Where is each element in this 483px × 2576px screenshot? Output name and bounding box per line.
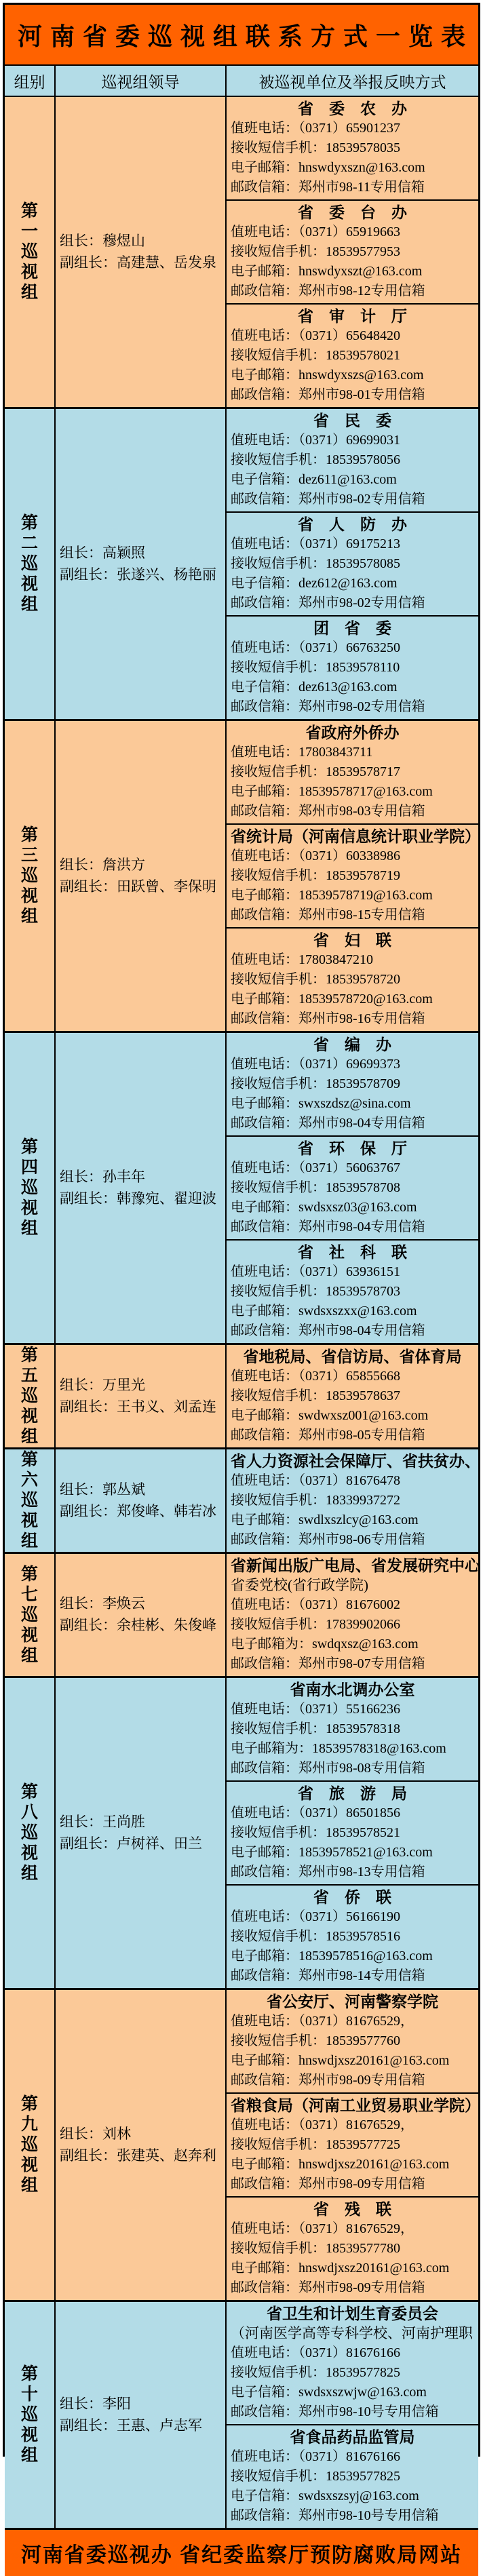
group-number-char: 一 (20, 222, 38, 241)
group-leaders-cell (56, 1554, 227, 1676)
group-number-char: 视 (20, 1843, 38, 1862)
group-number-vertical-label (21, 827, 38, 925)
sms-phone-line: 接收短信手机：18539578035 (231, 140, 400, 155)
email-line: 电子邮箱：hnswdjxsz20161@163.com (231, 2157, 450, 2172)
group-deputy-leaders: 副组长：郑俊峰、韩若冰 (60, 1503, 216, 1519)
sms-phone-line: 接收短信手机：18539578516 (231, 1929, 400, 1944)
unit-block (227, 97, 478, 199)
group-units-cell (227, 1990, 478, 2300)
group-units-cell (227, 1554, 478, 1676)
group-deputy-leaders: 副组长：韩豫宛、翟迎波 (60, 1190, 216, 1207)
group-number-char: 巡 (20, 866, 38, 885)
unit-title: 省 残 联 (313, 2201, 391, 2218)
group-number-cell (5, 1678, 56, 1988)
sms-phone-line: 接收短信手机：18539577825 (231, 2365, 400, 2380)
group-units-cell (227, 1345, 478, 1447)
unit-block (227, 1780, 478, 1884)
group-number-char: 视 (20, 2155, 38, 2174)
contact-table (3, 3, 480, 2567)
email-line: 电子邮箱：18539578516@163.com (231, 1949, 433, 1964)
duty-phone-line: 值班电话：（0371）66763250 (231, 640, 400, 655)
postal-box-line: 邮政信箱：郑州市98-16专用信箱 (231, 1011, 425, 1026)
group-number-char: 视 (20, 886, 38, 905)
group-leaders-cell (56, 1345, 227, 1447)
unit-block (227, 2424, 478, 2528)
group-number-cell (5, 1990, 56, 2300)
group-units-cell (227, 1033, 478, 1343)
table-header-row (5, 64, 478, 97)
group-number-char: 第 (20, 201, 38, 220)
unit-title: 省公安厅、河南警察学院 (267, 1993, 438, 2010)
group-deputy-leaders: 副组长：王惠、卢志军 (60, 2417, 202, 2434)
group-deputy-leaders: 副组长：张遂兴、杨艳丽 (60, 566, 216, 583)
page-title: 河南省委巡视组联系方式一览表 (17, 22, 474, 50)
postal-box-line: 邮政信箱：郑州市98-04专用信箱 (231, 1116, 425, 1131)
duty-phone-line: 值班电话：（0371）60338986 (231, 848, 400, 863)
group-number-char: 六 (20, 1470, 38, 1489)
group-number-char: 第 (20, 2094, 38, 2113)
group-number-cell (5, 1449, 56, 1552)
email-line: 电子邮箱：hnswdyxszn@163.com (231, 160, 425, 175)
postal-box-line: 邮政信箱：郑州市98-02专用信箱 (231, 596, 425, 610)
group-number-char: 巡 (20, 2405, 38, 2424)
unit-title: 省粮食局（河南工业贸易职业学院） (231, 2097, 480, 2114)
postal-box-line: 邮政信箱：郑州市98-04专用信箱 (231, 1219, 425, 1234)
group-leaders-cell (56, 721, 227, 1031)
unit-title: 省 旅 游 局 (298, 1785, 407, 1802)
group-number-char: 七 (20, 1584, 38, 1604)
unit-block (227, 409, 478, 511)
unit-block (227, 2092, 478, 2196)
duty-phone-line: 值班电话：17803843711 (231, 745, 373, 760)
email-line: 电子邮箱：swdwxsz001@163.com (231, 1408, 429, 1423)
group-deputy-leaders: 副组长：高建慧、岳发泉 (60, 254, 216, 271)
table-body (5, 97, 478, 2528)
group-number-char: 视 (20, 262, 38, 281)
unit-title: 省新闻出版广电局、省发展研究中心 (231, 1557, 480, 1574)
duty-phone-line: 值班电话：（0371）55166236 (231, 1702, 400, 1717)
postal-box-line: 邮政信箱：郑州市98-09专用信箱 (231, 2177, 425, 2191)
sms-phone-line: 接收短信手机：18539578703 (231, 1284, 400, 1299)
group-number-char: 第 (20, 825, 38, 844)
sms-phone-line: 接收短信手机：18539578637 (231, 1388, 400, 1403)
unit-block (227, 511, 478, 615)
email-line: 电子信箱：dez612@163.com (231, 576, 398, 591)
duty-phone-line: 值班电话：（0371）81676002 (231, 1597, 400, 1612)
group-leader-name: 组长：万里光 (60, 1377, 145, 1393)
sms-phone-line: 接收短信手机：18539578110 (231, 660, 400, 675)
group-row-5 (5, 1343, 478, 1447)
group-leaders-cell (56, 1990, 227, 2300)
unit-title: 省 妇 联 (313, 932, 391, 949)
email-line: 电子邮箱：18539578719@163.com (231, 888, 433, 903)
postal-box-line: 邮政信箱：郑州市98-01专用信箱 (231, 387, 425, 402)
postal-box-line: 邮政信箱：郑州市98-07专用信箱 (231, 1656, 425, 1671)
unit-block (227, 823, 478, 927)
sms-phone-line: 接收短信手机：18539578717 (231, 764, 400, 779)
unit-block (227, 1678, 478, 1780)
sms-phone-line: 接收短信手机：18539578720 (231, 972, 400, 987)
group-number-vertical-label (21, 2366, 38, 2464)
group-number-char: 组 (20, 1864, 38, 1883)
unit-title: 省政府外侨办 (305, 724, 400, 741)
group-row-10 (5, 2300, 478, 2528)
postal-box-line: 邮政信箱：郑州市98-02专用信箱 (231, 492, 425, 507)
group-number-char: 十 (20, 2385, 38, 2404)
group-number-char: 巡 (20, 1823, 38, 1842)
group-number-cell (5, 1345, 56, 1447)
group-number-vertical-label (21, 203, 38, 301)
email-line: 电子信箱：swdsxszwjw@163.com (231, 2385, 427, 2400)
group-deputy-leaders: 副组长：王书义、刘孟连 (60, 1399, 216, 1415)
group-row-6 (5, 1447, 478, 1552)
postal-box-line: 邮政信箱：郑州市98-14专用信箱 (231, 1968, 425, 1983)
group-leader-name: 组长：王尚胜 (60, 1814, 145, 1830)
unit-title: 省统计局（河南信息统计职业学院） (231, 828, 480, 845)
group-number-char: 组 (20, 1645, 38, 1665)
group-row-1 (5, 97, 478, 407)
group-number-char: 视 (20, 1198, 38, 1217)
postal-box-line: 邮政信箱：郑州市98-04专用信箱 (231, 1323, 425, 1338)
group-number-char: 巡 (20, 1605, 38, 1624)
duty-phone-line: 值班电话：（0371）81676529， (231, 2014, 414, 2029)
group-deputy-leaders: 副组长：张建英、赵奔利 (60, 2147, 216, 2164)
sms-phone-line: 接收短信手机：18539578021 (231, 348, 400, 363)
unit-block (227, 1033, 478, 1135)
postal-box-line: 邮政信箱：郑州市98-09专用信箱 (231, 2280, 425, 2295)
unit-title: 团 省 委 (313, 620, 391, 637)
unit-block (227, 1135, 478, 1239)
sms-phone-line: 接收短信手机：18539578521 (231, 1825, 400, 1840)
unit-title-continued: （河南医学高等专科学校、河南护理职 (231, 2325, 473, 2341)
group-number-vertical-label (21, 1139, 38, 1237)
unit-block (227, 1554, 478, 1676)
postal-box-line: 邮政信箱：郑州市98-15专用信箱 (231, 908, 425, 922)
group-leader-name: 组长：李阳 (60, 2396, 131, 2412)
group-number-cell (5, 721, 56, 1031)
duty-phone-line: 值班电话：17803847210 (231, 952, 373, 967)
group-number-char: 组 (20, 1531, 38, 1550)
sms-phone-line: 接收短信手机：18539578719 (231, 868, 400, 883)
postal-box-line: 邮政信箱：郑州市98-09专用信箱 (231, 2073, 425, 2088)
unit-title: 省地税局、省信访局、省体育局 (243, 1348, 462, 1365)
duty-phone-line: 值班电话：（0371）81676529， (231, 2221, 414, 2236)
email-line: 电子邮箱：hnswdyxszs@163.com (231, 368, 424, 383)
duty-phone-line: 值班电话：（0371）63936151 (231, 1264, 400, 1279)
group-row-7 (5, 1552, 478, 1676)
group-row-4 (5, 1031, 478, 1343)
unit-title: 省 编 办 (313, 1036, 391, 1053)
email-line: 电子信箱：dez611@163.com (231, 472, 397, 487)
unit-block (227, 199, 478, 303)
unit-title-continued: 省委党校(省行政学院) (231, 1577, 368, 1593)
email-line: 电子邮箱：18539578521@163.com (231, 1845, 433, 1860)
unit-title: 省南水北调办公室 (290, 1681, 415, 1698)
duty-phone-line: 值班电话：（0371）65919663 (231, 225, 400, 239)
duty-phone-line: 值班电话：（0371）81676166 (231, 2449, 400, 2464)
sms-phone-line: 接收短信手机：17839902066 (231, 1617, 400, 1632)
group-leaders-cell (56, 1033, 227, 1343)
group-number-vertical-label (21, 1784, 38, 1882)
group-leader-name: 组长：李焕云 (60, 1596, 145, 1612)
duty-phone-line: 值班电话：（0371）65901237 (231, 121, 400, 136)
group-number-char: 组 (20, 1427, 38, 1446)
group-number-char: 第 (20, 1450, 38, 1469)
email-line: 电子邮箱：swdsxsz03@163.com (231, 1200, 417, 1215)
unit-block (227, 1990, 478, 2092)
group-units-cell (227, 409, 478, 719)
sms-phone-line: 接收短信手机：18539578708 (231, 1180, 400, 1195)
postal-box-line: 邮政信箱：郑州市98-10号专用信箱 (231, 2404, 439, 2419)
unit-title: 省 环 保 厅 (298, 1140, 407, 1157)
email-line: 电子邮箱：swdsxszxx@163.com (231, 1304, 417, 1319)
email-line: 电子邮箱：hnswdjxsz20161@163.com (231, 2261, 450, 2276)
email-line: 电子信箱：dez613@163.com (231, 680, 398, 695)
sms-phone-line: 接收短信手机：18339937272 (231, 1493, 400, 1508)
title-banner (5, 5, 478, 64)
unit-title: 省 人 防 办 (298, 516, 407, 533)
group-number-char: 视 (20, 1511, 38, 1530)
group-leader-name: 组长：穆煜山 (60, 233, 145, 249)
group-number-vertical-label (21, 1566, 38, 1664)
group-row-3 (5, 719, 478, 1031)
footer-bar (5, 2528, 478, 2576)
email-line: 电子邮箱：18539578717@163.com (231, 784, 433, 799)
group-number-char: 三 (20, 846, 38, 865)
group-deputy-leaders: 副组长：卢树祥、田兰 (60, 1835, 202, 1852)
sms-phone-line: 接收短信手机：18539578056 (231, 452, 400, 467)
group-number-char: 第 (20, 1346, 38, 1365)
email-line: 电子邮箱：hnswdyxszt@163.com (231, 264, 423, 279)
group-number-char: 五 (20, 1366, 38, 1385)
postal-box-line: 邮政信箱：郑州市98-13专用信箱 (231, 1865, 425, 1879)
group-units-cell (227, 1678, 478, 1988)
group-number-char: 巡 (20, 1386, 38, 1405)
duty-phone-line: 值班电话：（0371）81676478 (231, 1473, 400, 1488)
group-units-cell (227, 97, 478, 407)
group-units-cell (227, 2302, 478, 2528)
unit-block (227, 2302, 478, 2424)
group-number-char: 视 (20, 574, 38, 593)
group-leader-name: 组长：高颖照 (60, 545, 145, 561)
unit-title: 省 审 计 厅 (298, 308, 407, 325)
group-units-cell (227, 721, 478, 1031)
email-line: 电子邮箱：swxszdsz@sina.com (231, 1096, 411, 1111)
sms-phone-line: 接收短信手机：18539578709 (231, 1076, 400, 1091)
postal-box-line: 邮政信箱：郑州市98-02专用信箱 (231, 699, 425, 714)
group-leaders-cell (56, 1678, 227, 1988)
group-number-char: 八 (20, 1803, 38, 1822)
unit-block (227, 1239, 478, 1343)
group-number-char: 组 (20, 1219, 38, 1238)
duty-phone-line: 值班电话：（0371）69175213 (231, 536, 400, 551)
sms-phone-line: 接收短信手机：18539578318 (231, 1721, 400, 1736)
group-number-char: 巡 (20, 1491, 38, 1510)
unit-block (227, 1449, 478, 1552)
group-deputy-leaders: 副组长：余桂彬、朱俊峰 (60, 1618, 216, 1633)
email-line: 电子信箱：swdsxszsyj@163.com (231, 2489, 419, 2503)
unit-block (227, 2196, 478, 2300)
group-leader-name: 组长：刘林 (60, 2126, 131, 2142)
group-number-cell (5, 1554, 56, 1676)
group-number-char: 巡 (20, 1178, 38, 1197)
group-number-char: 第 (20, 513, 38, 532)
group-number-vertical-label (21, 515, 38, 613)
unit-title: 省 侨 联 (313, 1889, 391, 1906)
postal-box-line: 邮政信箱：郑州市98-12专用信箱 (231, 284, 425, 298)
duty-phone-line: 值班电话：（0371）56166190 (231, 1909, 400, 1924)
group-number-vertical-label (21, 1451, 38, 1550)
duty-phone-line: 值班电话：（0371）81676529， (231, 2118, 414, 2132)
group-number-char: 巡 (20, 242, 38, 261)
sms-phone-line: 接收短信手机：18539577760 (231, 2033, 400, 2048)
group-number-vertical-label (21, 2096, 38, 2194)
group-row-9 (5, 1988, 478, 2300)
group-number-char: 第 (20, 1137, 38, 1156)
sms-phone-line: 接收短信手机：18539577725 (231, 2137, 400, 2152)
group-number-char: 巡 (20, 2135, 38, 2154)
group-number-char: 九 (20, 2115, 38, 2134)
unit-block (227, 927, 478, 1031)
group-leaders-cell (56, 97, 227, 407)
group-number-char: 第 (20, 1564, 38, 1584)
unit-title: 省 委 农 办 (298, 100, 407, 117)
group-number-char: 视 (20, 1625, 38, 1645)
sms-phone-line: 接收短信手机：18539577780 (231, 2241, 400, 2256)
email-line: 电子邮箱：18539578720@163.com (231, 992, 433, 1007)
group-number-vertical-label (21, 1347, 38, 1445)
group-leaders-cell (56, 1449, 227, 1552)
group-number-cell (5, 409, 56, 719)
duty-phone-line: 值班电话：（0371）69699031 (231, 433, 400, 448)
group-number-char: 巡 (20, 554, 38, 573)
postal-box-line: 邮政信箱：郑州市98-10号专用信箱 (231, 2508, 439, 2523)
email-line: 电子邮箱为：swdqxsz@163.com (231, 1637, 419, 1652)
duty-phone-line: 值班电话：（0371）56063767 (231, 1160, 400, 1175)
postal-box-line: 邮政信箱：郑州市98-03专用信箱 (231, 804, 425, 819)
group-number-cell (5, 1033, 56, 1343)
group-number-char: 视 (20, 2425, 38, 2444)
postal-box-line: 邮政信箱：郑州市98-11专用信箱 (231, 180, 425, 195)
email-line: 电子邮箱为：18539578318@163.com (231, 1741, 446, 1756)
header-units-column: 被巡视单位及举报反映方式 (258, 73, 446, 91)
postal-box-line: 邮政信箱：郑州市98-06专用信箱 (231, 1532, 425, 1547)
duty-phone-line: 值班电话：（0371）65855668 (231, 1369, 400, 1384)
group-number-cell (5, 2302, 56, 2528)
unit-title: 省 民 委 (313, 412, 391, 429)
sms-phone-line: 接收短信手机：18539577953 (231, 244, 400, 259)
group-number-char: 二 (20, 534, 38, 553)
unit-block (227, 1884, 478, 1988)
group-number-char: 组 (20, 2446, 38, 2465)
group-row-2 (5, 407, 478, 719)
group-leader-name: 组长：孙丰年 (60, 1169, 145, 1185)
group-number-char: 组 (20, 2176, 38, 2195)
unit-block (227, 721, 478, 823)
group-row-8 (5, 1676, 478, 1988)
group-leaders-cell (56, 2302, 227, 2528)
sms-phone-line: 接收短信手机：18539578085 (231, 556, 400, 571)
postal-box-line: 邮政信箱：郑州市98-05专用信箱 (231, 1428, 425, 1443)
footer-text: 河南省委巡视办 省纪委监察厅预防腐败局网站 (20, 2544, 463, 2567)
group-number-char: 组 (20, 283, 38, 302)
header-leaders-column: 巡视组领导 (56, 66, 227, 96)
header-group-column: 组别 (5, 66, 56, 96)
postal-box-line: 邮政信箱：郑州市98-08专用信箱 (231, 1761, 425, 1776)
duty-phone-line: 值班电话：（0371）86501856 (231, 1806, 400, 1820)
group-units-cell (227, 1449, 478, 1552)
unit-title: 省人力资源社会保障厅、省扶贫办、 (231, 1453, 480, 1470)
email-line: 电子邮箱：hnswdjxsz20161@163.com (231, 2053, 450, 2068)
unit-block (227, 1345, 478, 1447)
unit-title: 省 社 科 联 (298, 1244, 407, 1261)
unit-block (227, 303, 478, 407)
group-number-cell (5, 97, 56, 407)
group-number-char: 视 (20, 1407, 38, 1426)
unit-title: 省 委 台 办 (298, 204, 407, 221)
duty-phone-line: 值班电话：（0371）81676166 (231, 2345, 400, 2360)
duty-phone-line: 值班电话：（0371）69699373 (231, 1057, 400, 1072)
group-number-char: 四 (20, 1158, 38, 1177)
group-number-char: 组 (20, 595, 38, 614)
duty-phone-line: 值班电话：（0371）65648420 (231, 328, 400, 343)
group-leader-name: 组长：詹洪方 (60, 857, 145, 873)
unit-title: 省食品药品监管局 (290, 2429, 415, 2446)
sms-phone-line: 接收短信手机：18539577825 (231, 2469, 400, 2484)
unit-title: 省卫生和计划生育委员会 (267, 2305, 438, 2322)
group-number-char: 组 (20, 907, 38, 926)
group-leaders-cell (56, 409, 227, 719)
unit-block (227, 615, 478, 719)
email-line: 电子邮箱：swdlxszlcy@163.com (231, 1513, 419, 1527)
group-number-char: 第 (20, 2364, 38, 2383)
group-leader-name: 组长：郭丛斌 (60, 1481, 145, 1498)
group-deputy-leaders: 副组长：田跃曾、李保明 (60, 878, 216, 895)
group-number-char: 第 (20, 1782, 38, 1801)
